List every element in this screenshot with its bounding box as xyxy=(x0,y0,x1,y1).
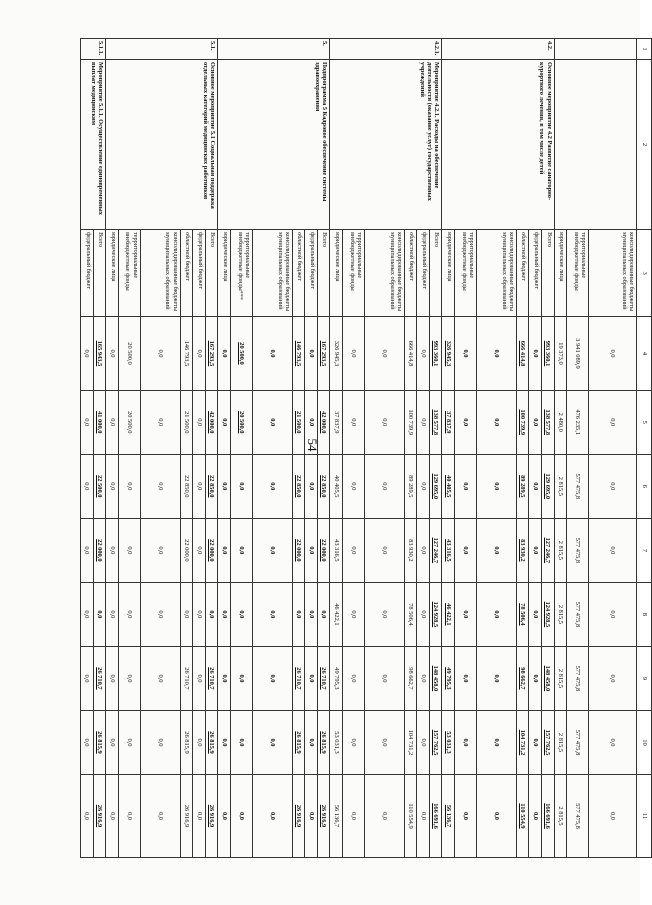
value-cell: 26 815,9 xyxy=(292,710,305,774)
row-code-cell xyxy=(554,39,637,60)
value-cell: 0,0 xyxy=(305,582,318,646)
budget-table xyxy=(80,38,652,858)
value-cell: 0,0 xyxy=(193,390,206,454)
table-row xyxy=(93,39,106,858)
value-cell: 53 031,3 xyxy=(330,710,343,774)
value-cell: 577 475,8 xyxy=(567,646,589,710)
value-cell: 0,0 xyxy=(342,710,364,774)
value-cell: 49 795,3 xyxy=(330,646,343,710)
value-cell: 0,0 xyxy=(342,646,364,710)
table-row xyxy=(205,39,218,858)
value-cell: 37 837,9 xyxy=(330,390,343,454)
value-cell: 0,0 xyxy=(205,582,218,646)
value-cell: 0,0 xyxy=(118,710,140,774)
funding-source-cell: консолидированные бюджеты муниципальных образований xyxy=(364,230,404,317)
funding-source-cell: федеральный бюджет xyxy=(305,230,318,317)
value-cell: 0,0 xyxy=(588,454,637,518)
value-cell: 0,0 xyxy=(455,775,477,858)
value-cell: 0,0 xyxy=(529,317,542,391)
value-cell: 0,0 xyxy=(455,710,477,774)
value-cell: 2 815,5 xyxy=(554,775,567,858)
value-cell: 326 945,3 xyxy=(442,317,455,391)
value-cell: 0,0 xyxy=(218,582,231,646)
value-cell: 0,0 xyxy=(342,775,364,858)
value-cell: 165 943,5 xyxy=(93,317,106,391)
row-code-cell: 5. xyxy=(218,39,330,60)
value-cell: 0,0 xyxy=(118,454,140,518)
row-code-cell: 5.1.1. xyxy=(81,39,106,60)
value-cell: 22 000,0 xyxy=(317,518,330,582)
value-cell: 129 695,0 xyxy=(429,454,442,518)
value-cell: 0,0 xyxy=(588,390,637,454)
value-cell: 0,0 xyxy=(417,317,430,391)
funding-source-cell: федеральный бюджет xyxy=(193,230,206,317)
value-cell: 26 815,9 xyxy=(180,710,193,774)
value-cell: 83 930,2 xyxy=(516,518,529,582)
value-cell: 666 414,8 xyxy=(404,317,417,391)
value-cell: 0,0 xyxy=(417,582,430,646)
value-cell: 0,0 xyxy=(342,518,364,582)
value-cell: 26 815,9 xyxy=(317,710,330,774)
value-cell: 167 293,5 xyxy=(317,317,330,391)
value-cell: 0,0 xyxy=(476,390,516,454)
value-cell: 0,0 xyxy=(218,646,231,710)
value-cell: 0,0 xyxy=(252,646,292,710)
funding-source-cell: Всего xyxy=(205,230,218,317)
value-cell: 577 475,8 xyxy=(567,710,589,774)
value-cell: 577 475,8 xyxy=(567,518,589,582)
value-cell: 0,0 xyxy=(305,710,318,774)
funding-source-cell: территориальные внебюджетные фонды xyxy=(342,230,364,317)
value-cell: 2 815,5 xyxy=(554,518,567,582)
value-cell: 26 710,7 xyxy=(180,646,193,710)
value-cell: 0,0 xyxy=(230,710,252,774)
funding-source-cell: консолидированные бюджеты муниципальных образований xyxy=(252,230,292,317)
value-cell: 577 475,8 xyxy=(567,582,589,646)
value-cell: 56 136,7 xyxy=(442,775,455,858)
value-cell: 0,0 xyxy=(529,454,542,518)
value-cell: 0,0 xyxy=(140,582,180,646)
value-cell: 20 500,0 xyxy=(230,390,252,454)
value-cell: 0,0 xyxy=(230,454,252,518)
column-header-8: 8 xyxy=(637,582,652,646)
value-cell: 0,0 xyxy=(106,710,119,774)
value-cell: 22 000,0 xyxy=(205,518,218,582)
value-cell: 26 916,9 xyxy=(93,775,106,858)
value-cell: 993 360,1 xyxy=(429,317,442,391)
value-cell: 26 916,9 xyxy=(205,775,218,858)
value-cell: 0,0 xyxy=(417,646,430,710)
value-cell: 0,0 xyxy=(364,710,404,774)
value-cell: 0,0 xyxy=(305,646,318,710)
value-cell: 0,0 xyxy=(588,317,637,391)
value-cell: 0,0 xyxy=(364,582,404,646)
value-cell: 0,0 xyxy=(106,518,119,582)
row-measure-name-cell xyxy=(554,60,637,230)
funding-source-cell: юридические лица xyxy=(442,230,455,317)
value-cell: 0,0 xyxy=(305,390,318,454)
value-cell: 0,0 xyxy=(417,454,430,518)
value-cell: 100 739,9 xyxy=(516,390,529,454)
value-cell: 0,0 xyxy=(455,390,477,454)
value-cell: 0,0 xyxy=(476,646,516,710)
value-cell: 2 815,5 xyxy=(554,710,567,774)
value-cell: 0,0 xyxy=(417,518,430,582)
value-cell: 0,0 xyxy=(476,518,516,582)
value-cell: 0,0 xyxy=(193,710,206,774)
value-cell: 0,0 xyxy=(193,646,206,710)
value-cell: 0,0 xyxy=(118,582,140,646)
table-body xyxy=(81,39,652,858)
value-cell: 0,0 xyxy=(106,317,119,391)
value-cell: 42 000,0 xyxy=(205,390,218,454)
value-cell: 41 000,0 xyxy=(93,390,106,454)
value-cell: 0,0 xyxy=(455,582,477,646)
value-cell: 46 422,1 xyxy=(442,582,455,646)
value-cell: 21 500,0 xyxy=(292,390,305,454)
value-cell: 19 373,0 xyxy=(554,317,567,391)
value-cell: 166 691,6 xyxy=(542,775,555,858)
value-cell: 0,0 xyxy=(106,582,119,646)
funding-source-cell: федеральный бюджет xyxy=(81,230,94,317)
value-cell: 0,0 xyxy=(193,582,206,646)
value-cell: 0,0 xyxy=(140,646,180,710)
value-cell: 100 739,9 xyxy=(404,390,417,454)
value-cell: 0,0 xyxy=(529,710,542,774)
value-cell: 0,0 xyxy=(342,582,364,646)
table-wrapper xyxy=(80,38,652,858)
funding-source-cell: федеральный бюджет xyxy=(529,230,542,317)
value-cell: 0,0 xyxy=(252,454,292,518)
value-cell: 0,0 xyxy=(106,646,119,710)
value-cell: 0,0 xyxy=(218,454,231,518)
value-cell: 129 695,0 xyxy=(542,454,555,518)
value-cell: 0,0 xyxy=(476,775,516,858)
value-cell: 26 815,9 xyxy=(205,710,218,774)
value-cell: 0,0 xyxy=(529,582,542,646)
value-cell: 0,0 xyxy=(140,390,180,454)
page-number: 54 xyxy=(305,438,320,452)
funding-source-cell: федеральный бюджет xyxy=(417,230,430,317)
funding-source-cell: юридические лица xyxy=(106,230,119,317)
table-row xyxy=(542,39,555,858)
column-header-10: 10 xyxy=(637,710,652,774)
table-row xyxy=(317,39,330,858)
value-cell: 22 850,0 xyxy=(317,454,330,518)
value-cell: 124 928,5 xyxy=(542,582,555,646)
value-cell: 0,0 xyxy=(93,582,106,646)
value-cell: 993 360,1 xyxy=(542,317,555,391)
value-cell: 148 458,0 xyxy=(429,646,442,710)
value-cell: 0,0 xyxy=(476,710,516,774)
value-cell: 138 577,8 xyxy=(429,390,442,454)
value-cell: 0,0 xyxy=(193,518,206,582)
value-cell: 0,0 xyxy=(252,317,292,391)
value-cell: 26 710,7 xyxy=(317,646,330,710)
funding-source-cell: областной бюджет xyxy=(516,230,529,317)
value-cell: 0,0 xyxy=(140,710,180,774)
value-cell: 0,0 xyxy=(252,710,292,774)
value-cell: 0,0 xyxy=(230,775,252,858)
funding-source-cell: территориальные внебюджетные фонды xyxy=(567,230,589,317)
value-cell: 0,0 xyxy=(305,317,318,391)
value-cell: 0,0 xyxy=(230,582,252,646)
value-cell: 0,0 xyxy=(364,646,404,710)
table-row xyxy=(588,39,637,858)
funding-source-cell: областной бюджет xyxy=(404,230,417,317)
column-header-11: 11 xyxy=(637,775,652,858)
value-cell: 127 246,7 xyxy=(429,518,442,582)
row-measure-name-cell: Основное мероприятие 5.1 Социальная поддержка отдельных категорий медицинских работников xyxy=(106,60,218,230)
value-cell: 666 414,8 xyxy=(516,317,529,391)
value-cell: 167 293,5 xyxy=(205,317,218,391)
value-cell: 0,0 xyxy=(81,454,94,518)
value-cell: 0,0 xyxy=(305,454,318,518)
value-cell: 26 815,9 xyxy=(93,710,106,774)
funding-source-cell: Всего xyxy=(429,230,442,317)
value-cell: 0,0 xyxy=(342,454,364,518)
value-cell: 40 405,5 xyxy=(442,454,455,518)
value-cell: 0,0 xyxy=(218,317,231,391)
value-cell: 0,0 xyxy=(588,710,637,774)
value-cell: 22 850,0 xyxy=(180,454,193,518)
value-cell: 0,0 xyxy=(180,582,193,646)
value-cell: 0,0 xyxy=(529,390,542,454)
value-cell: 98 662,7 xyxy=(404,646,417,710)
funding-source-cell: консолидированные бюджеты муниципальных образований xyxy=(476,230,516,317)
value-cell: 26 916,9 xyxy=(180,775,193,858)
value-cell: 0,0 xyxy=(218,775,231,858)
value-cell: 0,0 xyxy=(455,454,477,518)
column-header-5: 5 xyxy=(637,390,652,454)
value-cell: 20 500,0 xyxy=(230,317,252,391)
value-cell: 0,0 xyxy=(118,518,140,582)
value-cell: 148 458,0 xyxy=(542,646,555,710)
value-cell: 577 475,8 xyxy=(567,775,589,858)
value-cell: 124 928,5 xyxy=(429,582,442,646)
value-cell: 78 506,4 xyxy=(516,582,529,646)
value-cell: 0,0 xyxy=(140,518,180,582)
value-cell: 56 136,7 xyxy=(330,775,343,858)
row-code-cell: 4.2.1. xyxy=(330,39,442,60)
funding-source-cell: Всего xyxy=(93,230,106,317)
column-header-1: 1 xyxy=(637,39,652,60)
value-cell: 0,0 xyxy=(529,518,542,582)
value-cell: 127 246,7 xyxy=(542,518,555,582)
value-cell: 43 316,5 xyxy=(442,518,455,582)
value-cell: 0,0 xyxy=(218,710,231,774)
funding-source-cell: юридические лица xyxy=(330,230,343,317)
value-cell: 40 405,5 xyxy=(330,454,343,518)
value-cell: 0,0 xyxy=(193,454,206,518)
value-cell: 26 710,7 xyxy=(93,646,106,710)
value-cell: 0,0 xyxy=(81,582,94,646)
row-measure-name-cell: Подпрограмма 5 Кадровое обеспечение системы здравоохранения xyxy=(218,60,330,230)
value-cell: 2 815,5 xyxy=(554,582,567,646)
value-cell: 0,0 xyxy=(305,775,318,858)
value-cell: 157 762,5 xyxy=(542,710,555,774)
value-cell: 0,0 xyxy=(230,518,252,582)
column-header-3: 3 xyxy=(637,230,652,317)
column-header-4: 4 xyxy=(637,317,652,391)
value-cell: 0,0 xyxy=(588,775,637,858)
value-cell: 0,0 xyxy=(455,317,477,391)
value-cell: 0,0 xyxy=(193,775,206,858)
value-cell: 49 795,3 xyxy=(442,646,455,710)
value-cell: 0,0 xyxy=(118,775,140,858)
value-cell: 37 837,9 xyxy=(442,390,455,454)
value-cell: 0,0 xyxy=(193,317,206,391)
value-cell: 110 554,9 xyxy=(516,775,529,858)
value-cell: 2 480,0 xyxy=(554,390,567,454)
funding-source-cell: консолидированные бюджеты муниципальных образований xyxy=(588,230,637,317)
table-header-row xyxy=(637,39,652,858)
value-cell: 0,0 xyxy=(140,317,180,391)
value-cell: 21 500,0 xyxy=(180,390,193,454)
value-cell: 0,0 xyxy=(364,390,404,454)
value-cell: 326 945,3 xyxy=(330,317,343,391)
value-cell: 89 289,5 xyxy=(404,454,417,518)
value-cell: 0,0 xyxy=(364,775,404,858)
value-cell: 26 916,9 xyxy=(292,775,305,858)
value-cell: 157 762,5 xyxy=(429,710,442,774)
value-cell: 0,0 xyxy=(81,775,94,858)
value-cell: 0,0 xyxy=(417,710,430,774)
value-cell: 138 577,8 xyxy=(542,390,555,454)
value-cell: 577 475,8 xyxy=(567,454,589,518)
column-header-9: 9 xyxy=(637,646,652,710)
value-cell: 0,0 xyxy=(81,710,94,774)
value-cell: 0,0 xyxy=(417,775,430,858)
value-cell: 22 000,0 xyxy=(292,518,305,582)
funding-source-cell: областной бюджет xyxy=(180,230,193,317)
value-cell: 20 500,0 xyxy=(118,317,140,391)
value-cell: 0,0 xyxy=(364,454,404,518)
value-cell: 0,0 xyxy=(81,518,94,582)
value-cell: 26 710,7 xyxy=(292,646,305,710)
value-cell: 0,0 xyxy=(106,390,119,454)
row-measure-name-cell: Мероприятие 4.2.1. Расходы на обеспечение деятельности (оказание услуг) государственных учреждений xyxy=(330,60,442,230)
value-cell: 0,0 xyxy=(81,646,94,710)
value-cell: 78 506,4 xyxy=(404,582,417,646)
value-cell: 0,0 xyxy=(81,390,94,454)
value-cell: 22 850,0 xyxy=(205,454,218,518)
value-cell: 0,0 xyxy=(106,454,119,518)
value-cell: 110 554,9 xyxy=(404,775,417,858)
row-measure-name-cell: Мероприятие 5.1.1. Осуществление единовременных выплат медицинским xyxy=(81,60,106,230)
row-code-cell: 5.1. xyxy=(106,39,218,60)
value-cell: 146 793,5 xyxy=(292,317,305,391)
value-cell: 53 031,3 xyxy=(442,710,455,774)
value-cell: 0,0 xyxy=(317,582,330,646)
funding-source-cell: Всего xyxy=(317,230,330,317)
funding-source-cell: консолидированные бюджеты муниципальных образований xyxy=(140,230,180,317)
value-cell: 0,0 xyxy=(140,775,180,858)
value-cell: 22 500,0 xyxy=(93,454,106,518)
funding-source-cell: юридические лица xyxy=(554,230,567,317)
value-cell: 0,0 xyxy=(476,317,516,391)
value-cell: 0,0 xyxy=(455,646,477,710)
value-cell: 476 235,1 xyxy=(567,390,589,454)
row-code-cell: 4.2. xyxy=(442,39,554,60)
value-cell: 2 815,5 xyxy=(554,454,567,518)
column-header-7: 7 xyxy=(637,518,652,582)
value-cell: 0,0 xyxy=(292,582,305,646)
funding-source-cell: областной бюджет xyxy=(292,230,305,317)
funding-source-cell: территориальные внебюджетные фонды xyxy=(455,230,477,317)
value-cell: 0,0 xyxy=(342,317,364,391)
value-cell: 0,0 xyxy=(106,775,119,858)
rotated-table-area xyxy=(80,38,652,858)
funding-source-cell: территориальные внебюджетные фонды*** xyxy=(230,230,252,317)
value-cell: 0,0 xyxy=(252,775,292,858)
value-cell: 146 793,5 xyxy=(180,317,193,391)
value-cell: 3 941 089,9 xyxy=(567,317,589,391)
column-header-2: 2 xyxy=(637,60,652,230)
value-cell: 0,0 xyxy=(588,646,637,710)
value-cell: 0,0 xyxy=(364,518,404,582)
value-cell: 43 316,5 xyxy=(330,518,343,582)
table-row xyxy=(429,39,442,858)
value-cell: 0,0 xyxy=(529,646,542,710)
value-cell: 0,0 xyxy=(252,390,292,454)
value-cell: 20 500,0 xyxy=(118,390,140,454)
value-cell: 0,0 xyxy=(118,646,140,710)
value-cell: 0,0 xyxy=(218,518,231,582)
value-cell: 0,0 xyxy=(455,518,477,582)
value-cell: 0,0 xyxy=(218,390,231,454)
value-cell: 0,0 xyxy=(230,646,252,710)
value-cell: 0,0 xyxy=(140,454,180,518)
value-cell: 0,0 xyxy=(81,317,94,391)
value-cell: 83 930,2 xyxy=(404,518,417,582)
value-cell: 0,0 xyxy=(252,582,292,646)
value-cell: 0,0 xyxy=(588,518,637,582)
value-cell: 166 691,6 xyxy=(429,775,442,858)
value-cell: 0,0 xyxy=(417,390,430,454)
value-cell: 0,0 xyxy=(364,317,404,391)
funding-source-cell: территориальные внебюджетные фонды xyxy=(118,230,140,317)
funding-source-cell: юридические лица xyxy=(218,230,231,317)
value-cell: 104 731,2 xyxy=(404,710,417,774)
value-cell: 98 662,7 xyxy=(516,646,529,710)
value-cell: 0,0 xyxy=(476,582,516,646)
value-cell: 0,0 xyxy=(342,390,364,454)
value-cell: 26 916,9 xyxy=(317,775,330,858)
value-cell: 89 289,5 xyxy=(516,454,529,518)
value-cell: 104 731,2 xyxy=(516,710,529,774)
value-cell: 22 000,0 xyxy=(180,518,193,582)
value-cell: 22 850,0 xyxy=(292,454,305,518)
value-cell: 0,0 xyxy=(529,775,542,858)
value-cell: 0,0 xyxy=(305,518,318,582)
funding-source-cell: Всего xyxy=(542,230,555,317)
value-cell: 0,0 xyxy=(252,518,292,582)
value-cell: 0,0 xyxy=(588,582,637,646)
value-cell: 22 000,0 xyxy=(93,518,106,582)
value-cell: 42 000,0 xyxy=(317,390,330,454)
value-cell: 2 815,5 xyxy=(554,646,567,710)
value-cell: 26 710,7 xyxy=(205,646,218,710)
row-measure-name-cell: Основное мероприятие 4.2 Развитие санаторно-курортного лечения, в том числе детей xyxy=(442,60,554,230)
column-header-6: 6 xyxy=(637,454,652,518)
value-cell: 0,0 xyxy=(476,454,516,518)
value-cell: 46 422,1 xyxy=(330,582,343,646)
